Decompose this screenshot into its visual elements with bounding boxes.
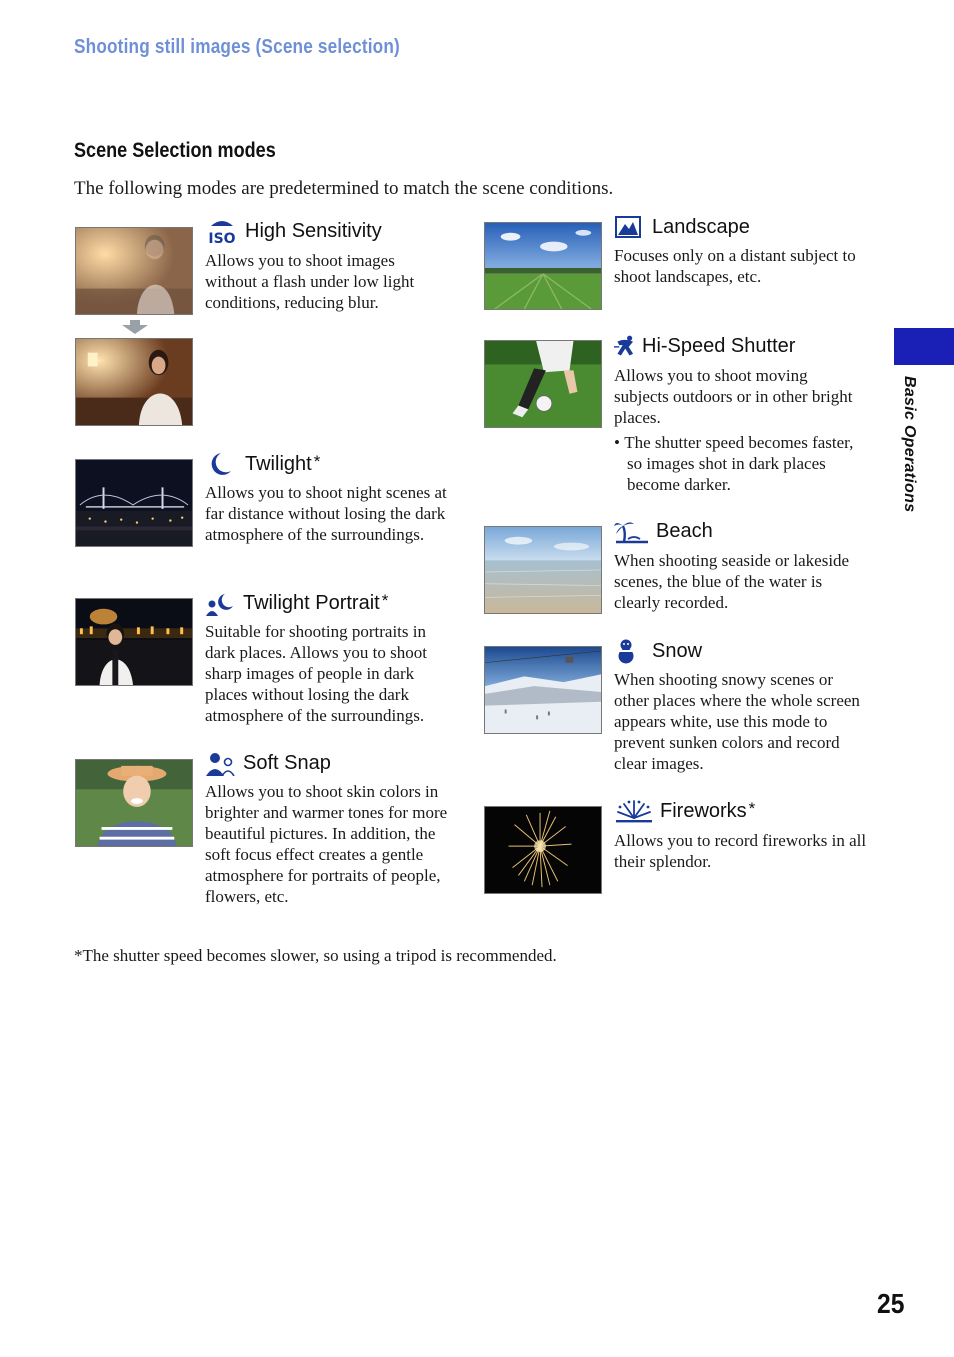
person-moon-icon [205,590,235,616]
twilight-portrait-photo [75,598,193,686]
twilight-portrait-asterisk: * [381,591,389,610]
high-sensitivity-before-photo [75,227,193,315]
snow-title [614,638,702,664]
soft-snap-label: Soft Snap [243,751,331,774]
twilight-portrait-title [205,590,388,616]
fireworks-description: Allows you to record fireworks in all their splendor. [614,831,867,871]
moon-icon [207,451,237,477]
running-header: Shooting still images (Scene selection) [74,36,400,58]
twilight-portrait-description: Suitable for shooting portraits in dark places. Allows you to shoot sharp images of people in dark places without losing the dark atmosphere of the surroundings. [205,622,427,725]
snow-label: Snow [652,639,703,662]
soft-snap-photo [75,759,193,847]
twilight-photo [75,459,193,547]
hi-speed-shutter-photo [484,340,602,428]
snow-description: When shooting snowy scenes or other places where the whole screen appears white, use this mode to prevent sunken colors and record clear images. [614,670,860,773]
hi-speed-shutter-title [614,333,795,359]
high-sensitivity-after-photo [75,338,193,426]
beach-photo [484,526,602,614]
hi-speed-shutter-label: Hi-Speed Shutter [642,334,796,357]
snowman-icon [614,638,644,664]
fireworks-asterisk: * [748,799,756,818]
page-number: 25 [877,1288,905,1319]
fireworks-photo [484,806,602,894]
down-arrow-icon [122,320,148,334]
landscape-photo [484,222,602,310]
soft-snap-title [205,750,331,776]
high-sensitivity-label: High Sensitivity [245,219,382,242]
beach-description: When shooting seaside or lakeside scenes, the blue of the water is clearly recorded. [614,551,850,612]
svg-text:ISO: ISO [208,231,236,244]
beach-title [614,518,713,544]
twilight-description: Allows you to shoot night scenes at far distance without losing the dark atmosphere of the surroundings. [205,483,447,544]
high-sensitivity-title [207,218,382,244]
iso-icon [207,218,237,244]
landscape-description: Focuses only on a distant subject to shoot landscapes, etc. [614,246,856,286]
soft-snap-icon [205,750,235,776]
running-figure-icon [614,333,640,359]
landscape-title [614,214,750,240]
soft-snap-description: Allows you to shoot skin colors in brighter and warmer tones for more beautiful pictures. In addition, the soft focus effect creates a gentle atmosphere for portraits of people, flowers, etc. [205,782,448,906]
hi-speed-shutter-note-text: The shutter speed becomes faster, so images shot in dark places become darker. [624,433,854,494]
beach-label: Beach [656,519,713,542]
footnote: *The shutter speed becomes slower, so using a tripod is recommended. [74,946,557,965]
landscape-label: Landscape [652,215,750,238]
fireworks-icon [616,798,652,824]
high-sensitivity-description: Allows you to shoot images without a flash under low light conditions, reducing blur. [205,251,415,312]
hi-speed-shutter-note: • The shutter speed becomes faster, so images shot in dark places become darker. [614,433,854,494]
twilight-label: Twilight [245,452,312,475]
side-tab-marker [894,328,954,365]
hi-speed-shutter-description: Allows you to shoot moving subjects outdoors or in other bright places. [614,366,853,427]
twilight-title [207,451,320,477]
mountain-icon [614,214,644,240]
fireworks-title [616,798,755,824]
twilight-portrait-label: Twilight Portrait [243,591,380,614]
snow-photo [484,646,602,734]
palm-tree-icon [614,518,648,544]
fireworks-label: Fireworks [660,799,747,822]
twilight-asterisk: * [313,452,321,471]
intro-text: The following modes are predetermined to match the scene conditions. [74,178,614,199]
section-title: Scene Selection modes [74,139,276,162]
side-tab-label: Basic Operations [901,376,918,513]
